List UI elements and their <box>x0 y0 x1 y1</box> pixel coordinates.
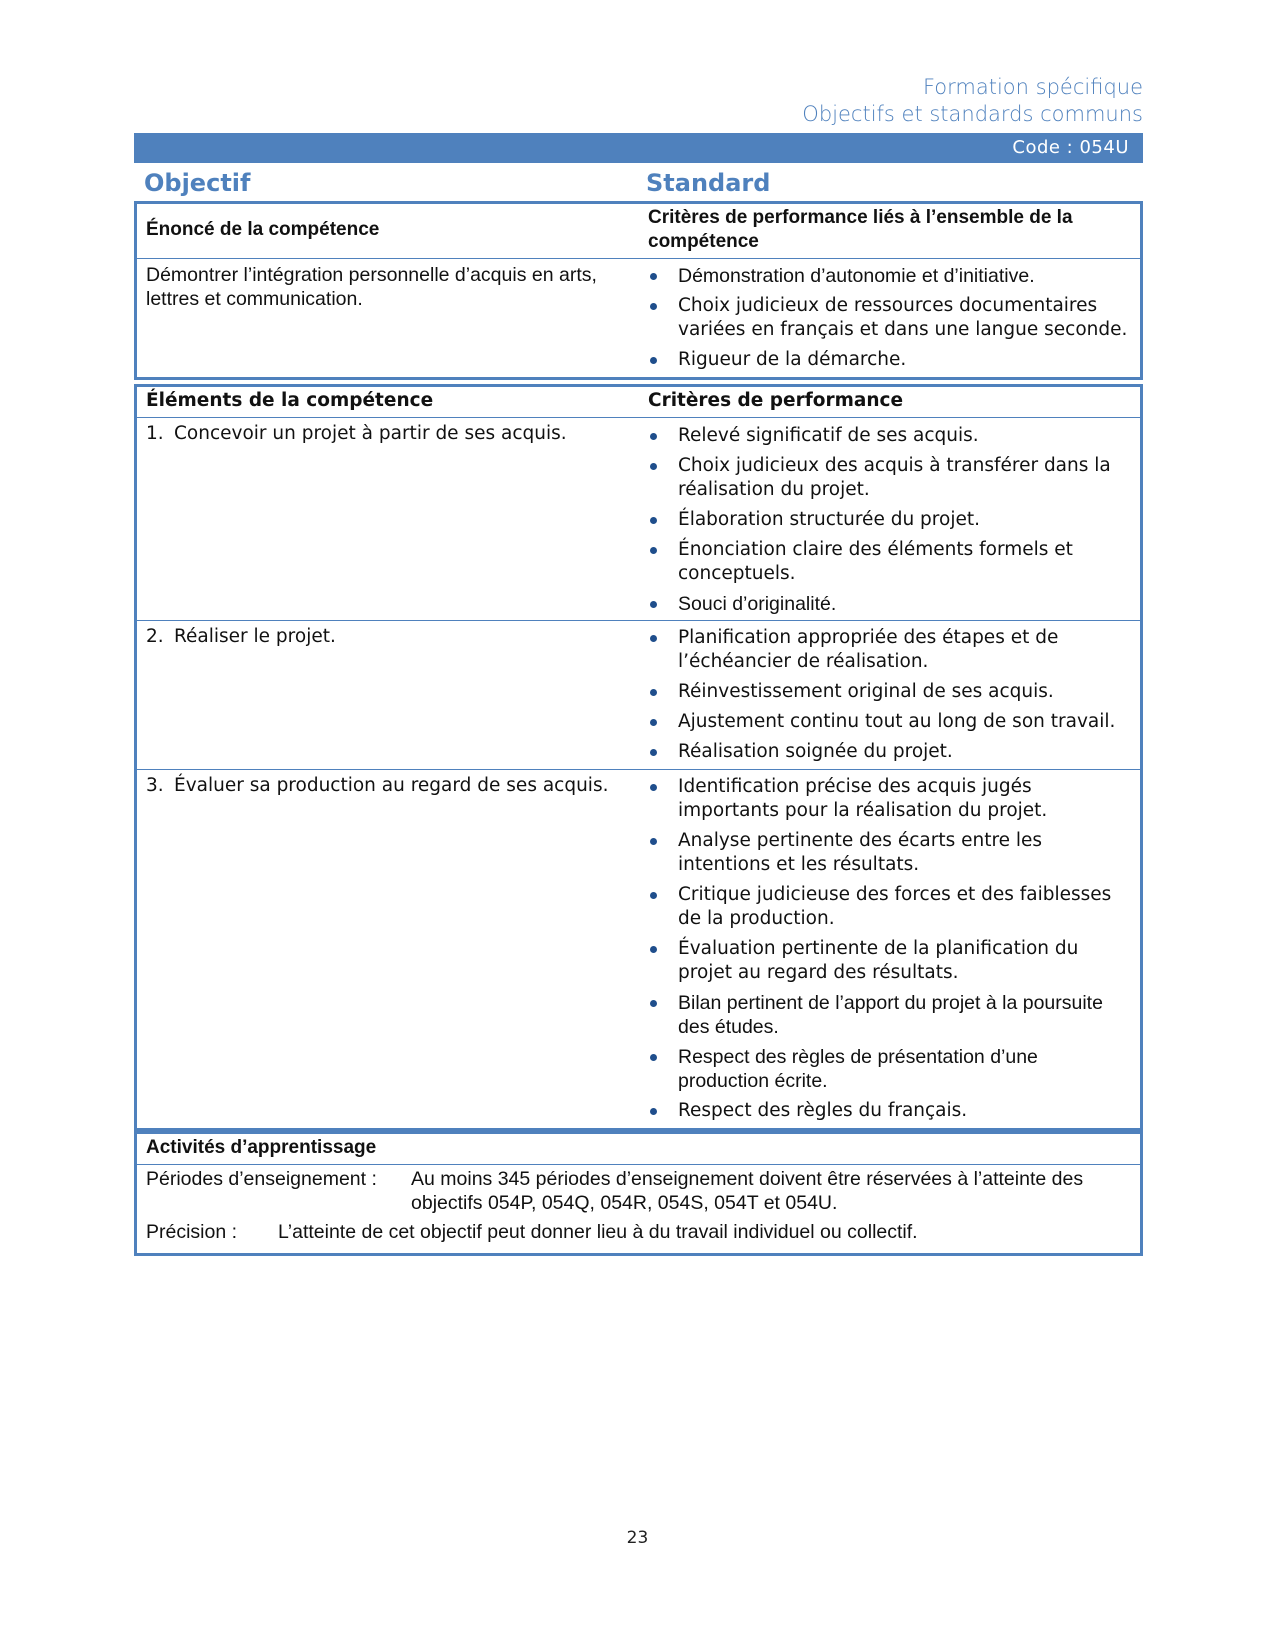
element-label-2: 2. Réaliser le projet. <box>146 626 336 647</box>
element-row-2 <box>137 621 1140 770</box>
objective-code: Code : 054U <box>1012 137 1129 158</box>
activites-header: Activités d’apprentissage <box>146 1137 377 1158</box>
activites-block <box>134 1131 1143 1256</box>
criterion-item: Élaboration structurée du projet. <box>648 508 1132 532</box>
enonce-content-row <box>137 259 1140 377</box>
bullet-icon <box>650 303 657 310</box>
activites-header-row <box>137 1134 1140 1165</box>
header-section-title: Formation spécifique <box>922 75 1143 99</box>
page-header <box>802 74 1143 128</box>
elements-block <box>134 384 1143 1131</box>
criterion-item: Démonstration d’autonomie et d’initiative. <box>648 264 1132 288</box>
criterion-item: Réinvestissement original de ses acquis. <box>648 680 1132 704</box>
periodes-text: Au moins 345 périodes d’enseignement doivent être réservées à l’atteinte des objectifs 054P, 054Q, 054R, 054S, 054T et 054U. <box>411 1168 1084 1214</box>
criterion-item: Planification appropriée des étapes et de l’échéancier de réalisation. <box>648 626 1132 674</box>
periodes-row <box>137 1165 1140 1218</box>
bullet-icon <box>650 601 657 608</box>
enonce-text: Démontrer l’intégration personnelle d’acquis en arts, lettres et communication. <box>146 264 597 310</box>
element-row-3 <box>137 770 1140 1128</box>
page-number: 23 <box>626 1528 649 1548</box>
enonce-criteria <box>640 259 1140 377</box>
criterion-item: Ajustement continu tout au long de son travail. <box>648 710 1132 734</box>
bullet-icon <box>650 1054 657 1061</box>
bullet-icon <box>650 838 657 845</box>
enonce-criteria-header: Critères de performance liés à l’ensemble de la compétence <box>648 207 1073 252</box>
elements-header: Éléments de la compétence <box>146 390 434 411</box>
bullet-icon <box>650 784 657 791</box>
criterion-item: Énonciation claire des éléments formels et conceptuels. <box>648 538 1132 586</box>
criterion-item: Évaluation pertinente de la planification du projet au regard des résultats. <box>648 937 1132 985</box>
bullet-icon <box>650 946 657 953</box>
element-label-3: 3. Évaluer sa production au regard de ses acquis. <box>146 775 609 796</box>
criterion-item: Analyse pertinente des écarts entre les intentions et les résultats. <box>648 829 1132 877</box>
bullet-icon <box>650 635 657 642</box>
precision-label: Précision : <box>146 1221 238 1243</box>
criterion-item: Identification précise des acquis jugés importants pour la réalisation du projet. <box>648 775 1132 823</box>
bullet-icon <box>650 547 657 554</box>
column-titles <box>134 166 1143 200</box>
bullet-icon <box>650 689 657 696</box>
periodes-label: Périodes d’enseignement : <box>146 1168 377 1190</box>
criterion-item: Critique judicieuse des forces et des faiblesses de la production. <box>648 883 1132 931</box>
bullet-icon <box>650 1108 657 1115</box>
elements-header-row <box>137 387 1140 418</box>
header-subtitle: Objectifs et standards communs <box>802 102 1143 126</box>
element-label-1: 1. Concevoir un projet à partir de ses acquis. <box>146 423 567 444</box>
criterion-item: Réalisation soignée du projet. <box>648 740 1132 764</box>
element-criteria-2 <box>640 621 1140 769</box>
element-row-1 <box>137 418 1140 621</box>
bullet-icon <box>650 517 657 524</box>
bullet-icon <box>650 463 657 470</box>
precision-row <box>137 1218 1140 1247</box>
criterion-item: Choix judicieux des acquis à transférer dans la réalisation du projet. <box>648 454 1132 502</box>
activites-content <box>137 1165 1140 1253</box>
criterion-item: Bilan pertinent de l’apport du projet à la poursuite des études. <box>648 991 1132 1039</box>
bullet-icon <box>650 892 657 899</box>
code-bar <box>134 133 1143 163</box>
enonce-header-row <box>137 204 1140 259</box>
bullet-icon <box>650 357 657 364</box>
criterion-item: Rigueur de la démarche. <box>648 348 1132 372</box>
bullet-icon <box>650 749 657 756</box>
element-criteria-3 <box>640 770 1140 1128</box>
element-criteria-1 <box>640 418 1140 620</box>
bullet-icon <box>650 719 657 726</box>
bullet-icon <box>650 273 657 280</box>
criterion-item: Respect des règles du français. <box>648 1099 1132 1123</box>
enonce-criteria-list <box>648 264 1132 372</box>
criterion-item: Choix judicieux de ressources documentaires variées en français et dans une langue seconde. <box>648 294 1132 342</box>
criterion-item: Souci d’originalité. <box>648 592 1132 616</box>
column-title-objectif: Objectif <box>144 169 251 197</box>
enonce-block <box>134 201 1143 380</box>
column-title-standard: Standard <box>646 169 771 197</box>
precision-text: L’atteinte de cet objectif peut donner lieu à du travail individuel ou collectif. <box>278 1221 918 1243</box>
bullet-icon <box>650 433 657 440</box>
elements-criteria-header: Critères de performance <box>648 390 904 411</box>
criterion-item: Relevé significatif de ses acquis. <box>648 424 1132 448</box>
bullet-icon <box>650 1000 657 1007</box>
criterion-item: Respect des règles de présentation d’une production écrite. <box>648 1045 1132 1093</box>
enonce-header: Énoncé de la compétence <box>146 219 380 240</box>
